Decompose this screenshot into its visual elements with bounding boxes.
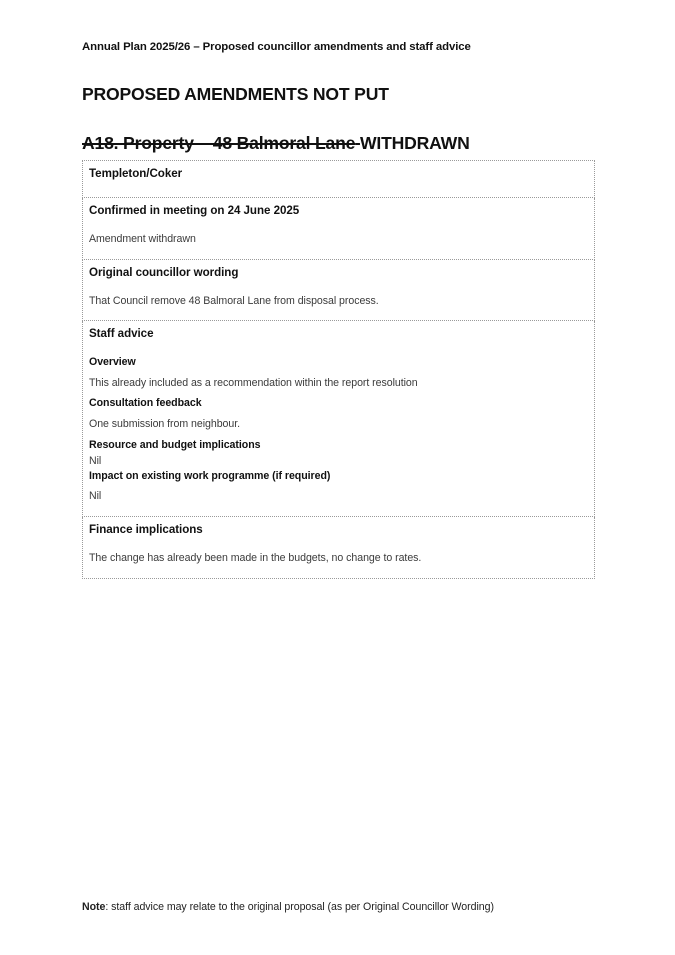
table-row-original-wording [83, 259, 595, 321]
table-row-confirmed [83, 197, 595, 259]
original-wording-text: That Council remove 48 Balmoral Lane from disposal process. [89, 294, 379, 307]
finance-label: Finance implications [89, 523, 203, 537]
footer-note [82, 901, 494, 913]
staff-advice-resource-text: Nil [89, 455, 102, 468]
staff-advice-overview-label: Overview [89, 356, 136, 369]
cell-finance [83, 517, 595, 579]
confirmed-label: Confirmed in meeting on 24 June 2025 [89, 203, 300, 217]
cell-councillors [83, 161, 595, 198]
cell-confirmed [83, 197, 595, 259]
staff-advice-overview-text: This already included as a recommendation within the report resolution [89, 376, 418, 389]
footer-note-text: : staff advice may relate to the original proposal (as per Original Councillor Wording) [105, 901, 494, 913]
amendment-heading-struck-text: A18. Property – 48 Balmoral Lane [82, 133, 356, 153]
amendment-heading [82, 133, 470, 154]
councillors-label: Templeton/Coker [89, 167, 183, 180]
staff-advice-resource-label: Resource and budget implications [89, 438, 261, 451]
staff-advice-consultation-text: One submission from neighbour. [89, 417, 241, 430]
staff-advice-impact-text: Nil [89, 490, 102, 503]
amendment-table [82, 160, 595, 579]
finance-text: The change has already been made in the budgets, no change to rates. [89, 552, 422, 565]
cell-original-wording [83, 259, 595, 321]
table-row-staff-advice [83, 321, 595, 517]
cell-staff-advice [83, 321, 595, 517]
table-row-councillors [83, 161, 595, 198]
table-row-finance [83, 517, 595, 579]
original-wording-label: Original councillor wording [89, 265, 239, 279]
staff-advice-label: Staff advice [89, 327, 154, 341]
amendment-status-label: WITHDRAWN [359, 133, 470, 153]
running-header: Annual Plan 2025/26 – Proposed councillor amendments and staff advice [82, 41, 471, 53]
footer-note-label: Note [82, 901, 106, 913]
confirmed-text: Amendment withdrawn [89, 232, 196, 245]
staff-advice-consultation-label: Consultation feedback [89, 397, 202, 410]
section-title: PROPOSED AMENDMENTS NOT PUT [82, 84, 389, 104]
staff-advice-impact-label: Impact on existing work programme (if required) [89, 469, 331, 482]
